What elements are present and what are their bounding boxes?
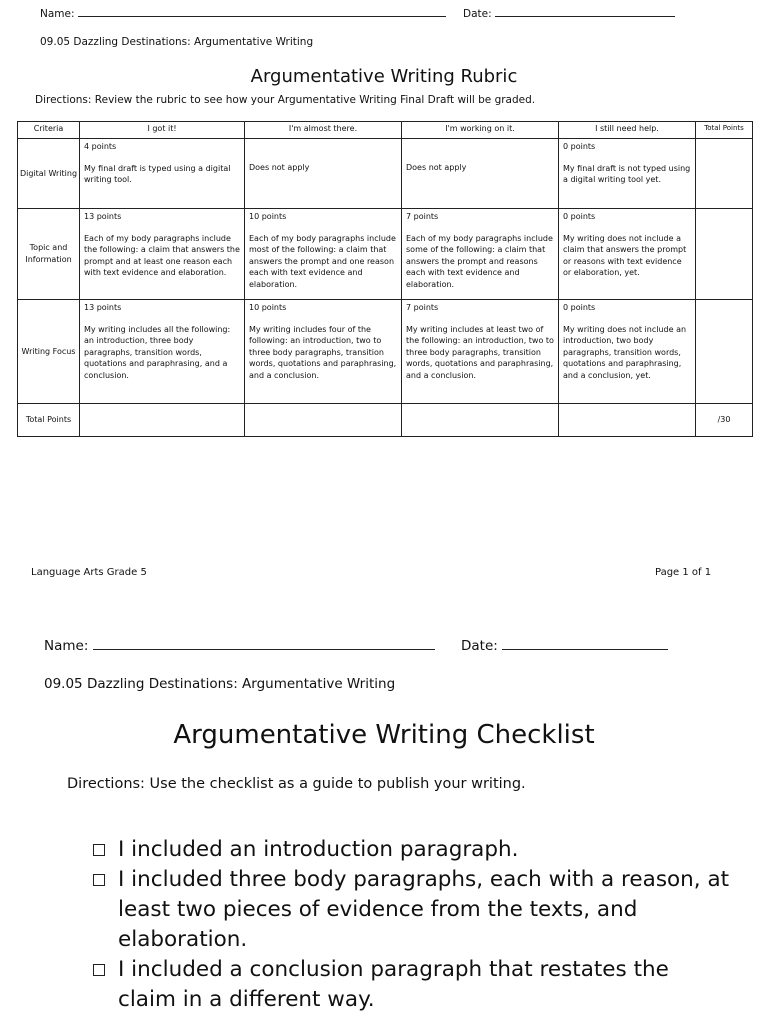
total-points-cell[interactable] <box>696 300 753 404</box>
header-need-help: I still need help. <box>559 122 696 139</box>
rubric-cell <box>402 139 559 209</box>
header-working-on-it: I'm working on it. <box>402 122 559 139</box>
name-line <box>40 8 446 20</box>
rubric-cell <box>245 139 402 209</box>
total-label-cell: Total Points <box>18 404 80 437</box>
total-blank-cell[interactable] <box>402 404 559 437</box>
points-label <box>249 141 397 152</box>
date-blank[interactable] <box>495 16 675 17</box>
checklist-title: Argumentative Writing Checklist <box>173 720 595 750</box>
name-blank[interactable] <box>93 649 435 650</box>
descriptor-text: My writing does not include an introduction, two body paragraphs, transition words, quotations and paraphrasing, and a conclusion, yet. <box>563 324 687 380</box>
course-title: 09.05 Dazzling Destinations: Argumentative Writing <box>44 676 396 692</box>
total-blank-cell[interactable] <box>559 404 696 437</box>
checklist-directions: Directions: Use the checklist as a guide to publish your writing. <box>67 776 526 792</box>
total-score-cell[interactable]: /30 <box>696 404 753 437</box>
descriptor-text: Each of my body paragraphs include some of the following: a claim that answers the prompt and reasons each with text evidence and elaboration. <box>406 233 553 289</box>
header-got-it: I got it! <box>80 122 245 139</box>
descriptor-text: Each of my body paragraphs include the following: a claim that answers the prompt and at least one reason each with text evidence and elaboration. <box>84 233 240 278</box>
descriptor-text: Does not apply <box>249 163 310 172</box>
header-total-points: Total Points <box>696 122 753 139</box>
rubric-cell <box>402 300 559 404</box>
total-blank-cell[interactable] <box>80 404 245 437</box>
criteria-cell: Digital Writing <box>18 139 80 209</box>
descriptor-text: My writing does not include a claim that answers the prompt or reasons with text evidence or elaboration, yet. <box>563 233 687 278</box>
rubric-cell <box>559 209 696 300</box>
name-line <box>44 638 435 654</box>
points-label: 10 points <box>249 303 287 312</box>
rubric-row-total <box>18 404 753 437</box>
course-title: 09.05 Dazzling Destinations: Argumentative Writing <box>40 36 314 48</box>
points-label: 10 points <box>249 212 287 221</box>
checklist-item <box>90 835 730 865</box>
descriptor-text: My final draft is not typed using a digital writing tool yet. <box>563 163 691 185</box>
name-blank[interactable] <box>78 16 446 17</box>
rubric-row-topic-information <box>18 209 753 300</box>
criteria-cell: Topic and Information <box>18 209 80 300</box>
points-label: 0 points <box>563 303 596 312</box>
checklist-item-text: I included an introduction paragraph. <box>118 837 519 862</box>
date-line <box>463 8 675 20</box>
descriptor-text: Each of my body paragraphs include most of the following: a claim that answers the prompt and one reason each with text evidence and elaboration. <box>249 233 396 289</box>
descriptor-text: My writing includes at least two of the following: an introduction, two to three body paragraphs, transition words, quotations and paraphrasing, and a conclusion. <box>406 324 554 380</box>
descriptor-text: My writing includes all the following: an introduction, three body paragraphs, transition words, quotations and paraphrasing, and a conclusion. <box>84 324 231 380</box>
descriptor-text: My writing includes four of the following: an introduction, two to three body paragraphs, transition words, quotations and paraphrasing, and a conclusion. <box>249 324 397 380</box>
date-label: Date: <box>463 8 492 20</box>
date-blank[interactable] <box>502 649 668 650</box>
date-label: Date: <box>461 638 498 654</box>
criteria-cell: Writing Focus <box>18 300 80 404</box>
footer-page-number: Page 1 of 1 <box>655 567 712 578</box>
header-criteria: Criteria <box>18 122 80 139</box>
date-line <box>461 638 668 654</box>
rubric-row-writing-focus <box>18 300 753 404</box>
rubric-cell <box>80 300 245 404</box>
rubric-cell <box>245 300 402 404</box>
footer-grade: Language Arts Grade 5 <box>31 567 147 578</box>
header-almost-there: I'm almost there. <box>245 122 402 139</box>
points-label: 7 points <box>406 212 439 221</box>
descriptor-text: Does not apply <box>406 163 467 172</box>
checklist-item <box>90 955 730 1015</box>
rubric-header-row <box>18 122 753 139</box>
name-label: Name: <box>44 638 89 654</box>
checklist-item-text: I included a conclusion paragraph that restates the claim in a different way. <box>118 957 669 1012</box>
rubric-row-digital-writing <box>18 139 753 209</box>
checkbox[interactable] <box>93 874 105 886</box>
rubric-directions: Directions: Review the rubric to see how your Argumentative Writing Final Draft will be graded. <box>35 94 536 106</box>
rubric-cell <box>80 139 245 209</box>
rubric-table <box>17 121 753 437</box>
points-label: 0 points <box>563 142 596 151</box>
checklist <box>90 835 730 1015</box>
rubric-cell <box>245 209 402 300</box>
rubric-cell <box>80 209 245 300</box>
checklist-item-text: I included three body paragraphs, each with a reason, at least two pieces of evidence from the texts, and elaboration. <box>118 867 730 952</box>
checklist-item <box>90 865 730 955</box>
points-label: 7 points <box>406 303 439 312</box>
checkbox[interactable] <box>93 844 105 856</box>
points-label: 13 points <box>84 303 122 312</box>
checkbox[interactable] <box>93 964 105 976</box>
total-blank-cell[interactable] <box>245 404 402 437</box>
descriptor-text: My final draft is typed using a digital writing tool. <box>84 163 231 185</box>
name-label: Name: <box>40 8 75 20</box>
points-label: 0 points <box>563 212 596 221</box>
total-points-cell[interactable] <box>696 209 753 300</box>
points-label: 4 points <box>84 142 117 151</box>
rubric-cell <box>402 209 559 300</box>
rubric-title: Argumentative Writing Rubric <box>250 66 518 87</box>
points-label <box>406 141 554 152</box>
total-points-cell[interactable] <box>696 139 753 209</box>
points-label: 13 points <box>84 212 122 221</box>
rubric-cell <box>559 300 696 404</box>
rubric-cell <box>559 139 696 209</box>
